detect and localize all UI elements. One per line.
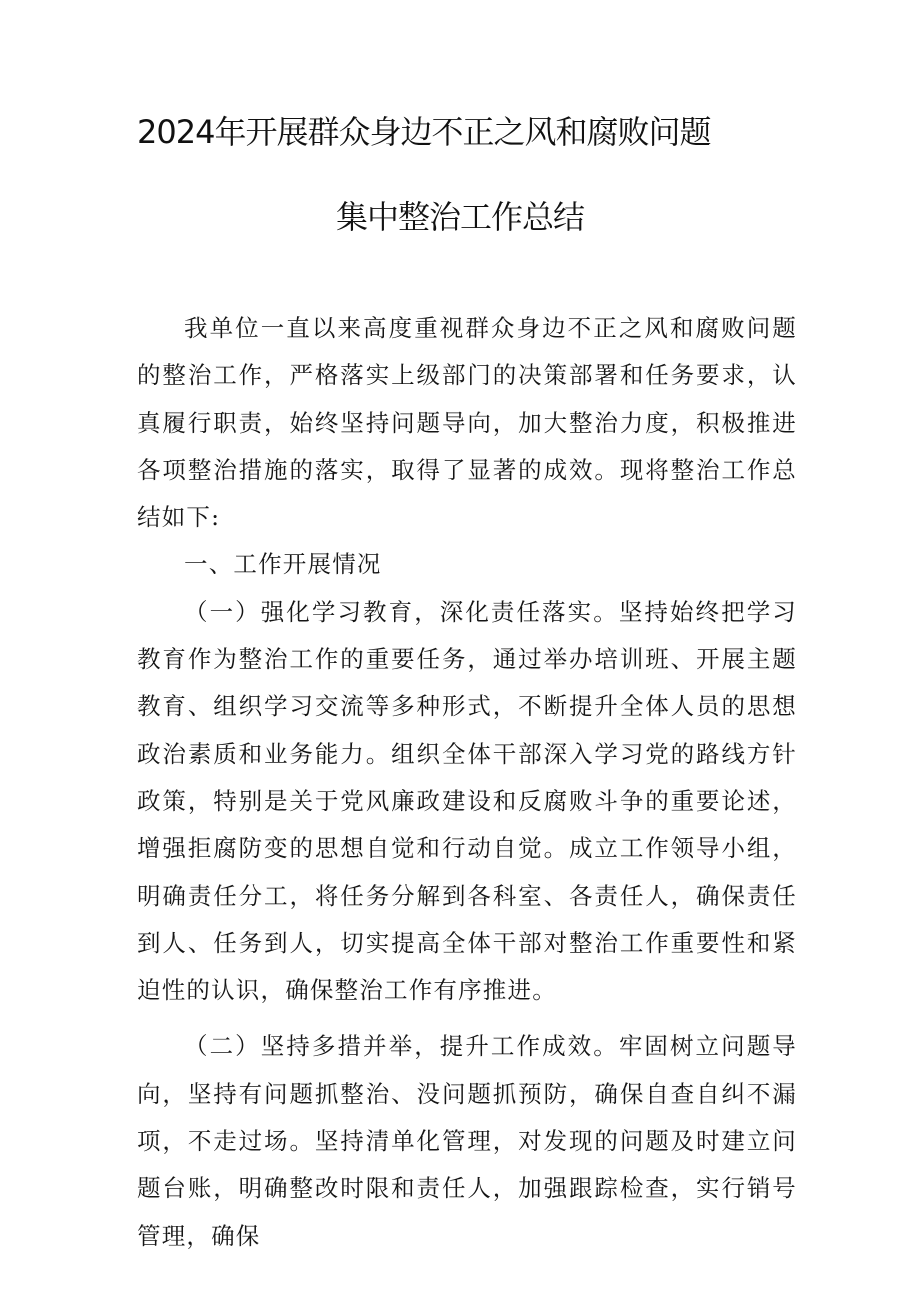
document-body <box>137 305 797 1260</box>
document-title-line-1: 2024年开展群众身边不正之风和腐败问题 <box>137 113 711 151</box>
subsection-paragraph-2: （二）坚持多措并举，提升工作成效。牢固树立问题导向，坚持有问题抓整治、没问题抓预防，确保自查自纠不漏项，不走过场。坚持清单化管理，对发现的问题及时建立问题台账，明确整改时限和责任人，加强跟踪检查，实行销号管理，确保 <box>137 1032 797 1250</box>
section-heading-1: 一、工作开展情况 <box>184 550 382 579</box>
subsection-paragraph-1: （一）强化学习教育，深化责任落实。坚持始终把学习教育作为整治工作的重要任务，通过举办培训班、开展主题教育、组织学习交流等多种形式，不断提升全体人员的思想政治素质和业务能力。组织全体干部深入学习党的路线方针政策，特别是关于党风廉政建设和反腐败斗争的重要论述，增强拒腐防变的思想自觉和行动自觉。成立工作领导小组，明确责任分工，将任务分解到各科室、各责任人，确保责任到人、任务到人，切实提高全体干部对整治工作重要性和紧迫性的认识，确保整治工作有序推进。 <box>137 597 797 1005</box>
intro-paragraph: 我单位一直以来高度重视群众身边不正之风和腐败问题的整治工作，严格落实上级部门的决策部署和任务要求，认真履行职责，始终坚持问题导向，加大整治力度，积极推进各项整治措施的落实，取得了显著的成效。现将整治工作总结如下: <box>137 314 797 532</box>
document-title-line-2: 集中整治工作总结 <box>335 198 584 236</box>
